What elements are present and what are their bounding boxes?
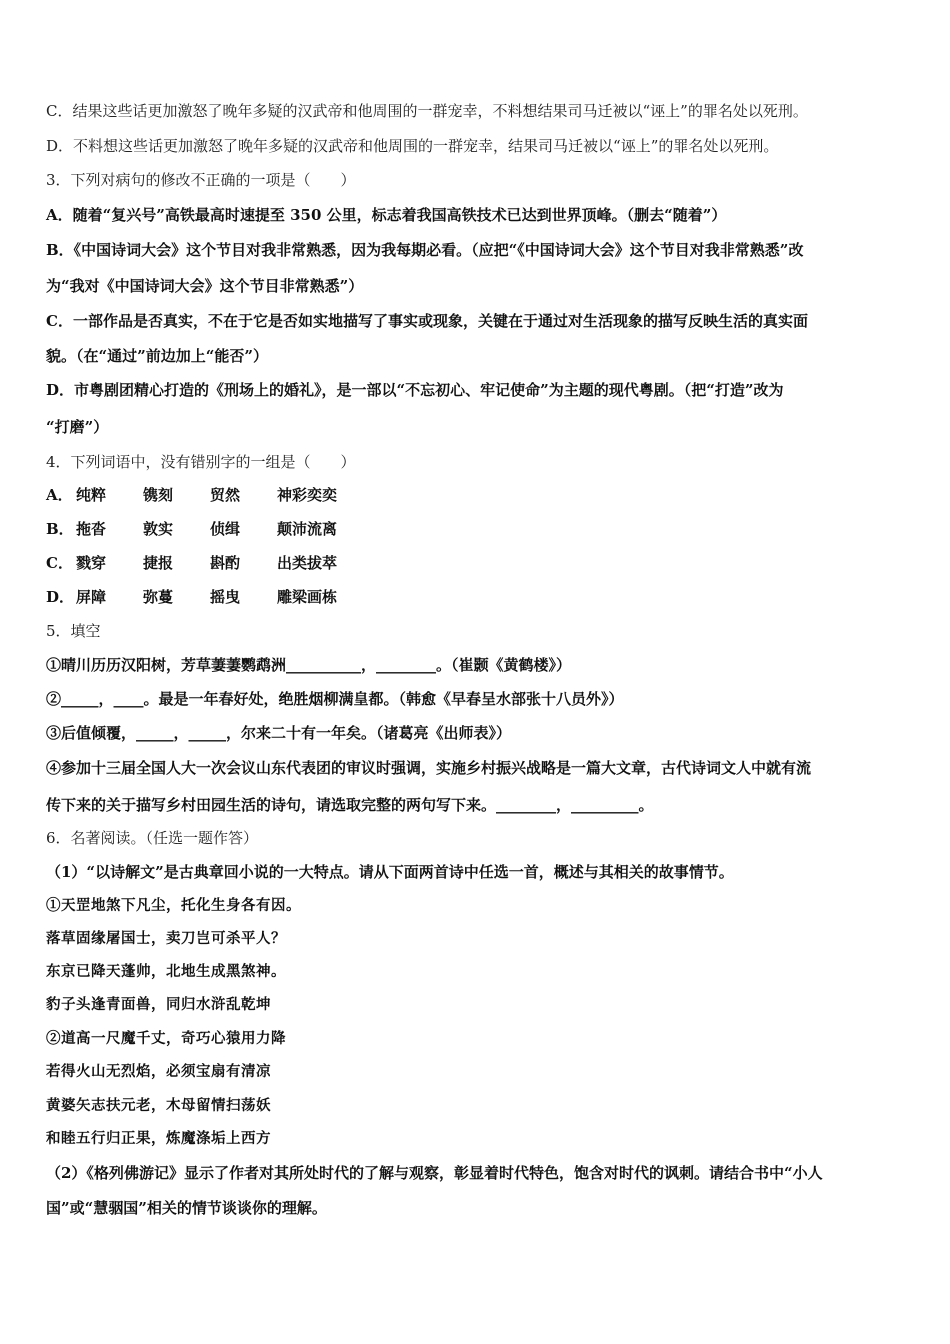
q5-item-4-line2: 传下来的关于描写乡村田园生活的诗句，请选取完整的两句写下来。________，_________。 xyxy=(46,796,654,814)
poem1-line: 东京已降天蓬帅，北地生成黑煞神。 xyxy=(46,963,286,980)
poem2-line: ②道高一尺魔千丈，奇巧心猿用力降 xyxy=(46,1030,286,1047)
q5-item-4-line1: ④参加十三届全国人大一次会议山东代表团的审议时强调，实施乡村振兴战略是一篇大文章，古代诗词文人中就有流 xyxy=(46,759,812,777)
q4-word: 戮穿 xyxy=(76,554,107,572)
q4-word: 拖沓 xyxy=(76,520,107,538)
q4-word: 屏障 xyxy=(76,588,107,606)
poem1-line: ①天罡地煞下凡尘，托化生身各有因。 xyxy=(46,897,301,914)
q3-option-c-line2: 貌。（在“通过”前边加上“能否”） xyxy=(46,347,269,365)
q4-word: 纯粹 xyxy=(76,486,107,504)
q5-item-1: ①晴川历历汉阳树，芳草萋萋鹦鹉洲__________，________。（崔颢《黄鹤楼》） xyxy=(46,656,572,674)
q6-stem: 6．名著阅读。（任选一题作答） xyxy=(46,829,259,847)
q2-option-d: D．不料想这些话更加激怒了晚年多疑的汉武帝和他周围的一群宠幸，结果司马迁被以“诬上”的罪名处以死刑。 xyxy=(46,137,779,155)
q4-word: 摇曳 xyxy=(210,588,241,606)
q4-word: 斟酌 xyxy=(210,554,241,572)
q4-option-key: A． xyxy=(46,486,73,504)
poem1-line: 落草固缘屠国士，卖刀岂可杀平人？ xyxy=(46,930,286,947)
q3-option-d-line1: D．市粤剧团精心打造的《刑场上的婚礼》，是一部以“不忘初心、牢记使命”为主题的现代粤剧。（把“打造”改为 xyxy=(46,381,784,399)
q4-word: 弥蔓 xyxy=(143,588,174,606)
q4-word: 出类拔萃 xyxy=(277,554,338,572)
q3-option-a: A．随着“复兴号”高铁最高时速提至 350 公里，标志着我国高铁技术已达到世界顶峰。（删去“随着”） xyxy=(46,206,727,224)
q4-word: 雕梁画栋 xyxy=(277,588,338,606)
q4-stem: 4．下列词语中，没有错别字的一组是（ ） xyxy=(46,453,356,471)
q4-word: 镌刻 xyxy=(143,486,174,504)
poem2-line: 和睦五行归正果，炼魔涤垢上西方 xyxy=(46,1130,271,1147)
q6-part1: （1）“以诗解文”是古典章回小说的一大特点。请从下面两首诗中任选一首，概述与其相关的故事情节。 xyxy=(46,863,734,881)
q4-word: 敦实 xyxy=(143,520,174,538)
poem2-line: 若得火山无烈焰，必须宝扇有清凉 xyxy=(46,1063,271,1080)
q4-word: 捷报 xyxy=(143,554,174,572)
q4-word: 侦缉 xyxy=(210,520,241,538)
poem2-line: 黄婆矢志扶元老，木母留情扫荡妖 xyxy=(46,1097,271,1114)
q3-stem: 3．下列对病句的修改不正确的一项是（ ） xyxy=(46,171,356,189)
q4-word: 颠沛流离 xyxy=(277,520,338,538)
q4-option-d xyxy=(46,587,337,607)
q3-option-b-line1: B．《中国诗词大会》这个节目对我非常熟悉，因为我每期必看。（应把“《中国诗词大会》这个节目对我非常熟悉”改 xyxy=(46,241,804,259)
q4-option-b xyxy=(46,519,337,539)
q4-option-key: C． xyxy=(46,554,73,572)
q4-option-key: D． xyxy=(46,588,75,606)
q4-word: 神彩奕奕 xyxy=(277,486,338,504)
q4-option-a xyxy=(46,485,337,505)
q4-option-c xyxy=(46,553,337,573)
q5-stem: 5．填空 xyxy=(46,622,101,640)
q4-option-key: B． xyxy=(46,520,74,538)
q3-option-d-line2: “打磨”） xyxy=(46,418,109,436)
q6-part2-line1: （2）《格列佛游记》显示了作者对其所处时代的了解与观察，彰显着时代特色，饱含对时代的讽刺。请结合书中“小人 xyxy=(46,1164,823,1182)
q6-part2-line2: 国”或“慧骃国”相关的情节谈谈你的理解。 xyxy=(46,1199,327,1217)
q4-word: 贸然 xyxy=(210,486,241,504)
q2-option-c: C．结果这些话更加激怒了晚年多疑的汉武帝和他周围的一群宠幸，不料想结果司马迁被以“诬上”的罪名处以死刑。 xyxy=(46,102,808,120)
q5-item-2: ②_____，____。最是一年春好处，绝胜烟柳满皇都。（韩愈《早春呈水部张十八员外》） xyxy=(46,690,624,708)
q3-option-c-line1: C．一部作品是否真实，不在于它是否如实地描写了事实或现象，关键在于通过对生活现象的描写反映生活的真实面 xyxy=(46,312,808,330)
poem1-line: 豹子头逢青面兽，同归水浒乱乾坤 xyxy=(46,996,271,1013)
q5-item-3: ③后值倾覆，_____，_____，尔来二十有一年矣。（诸葛亮《出师表》） xyxy=(46,724,512,742)
q3-option-b-line2: 为“我对《中国诗词大会》这个节目非常熟悉”） xyxy=(46,277,364,295)
